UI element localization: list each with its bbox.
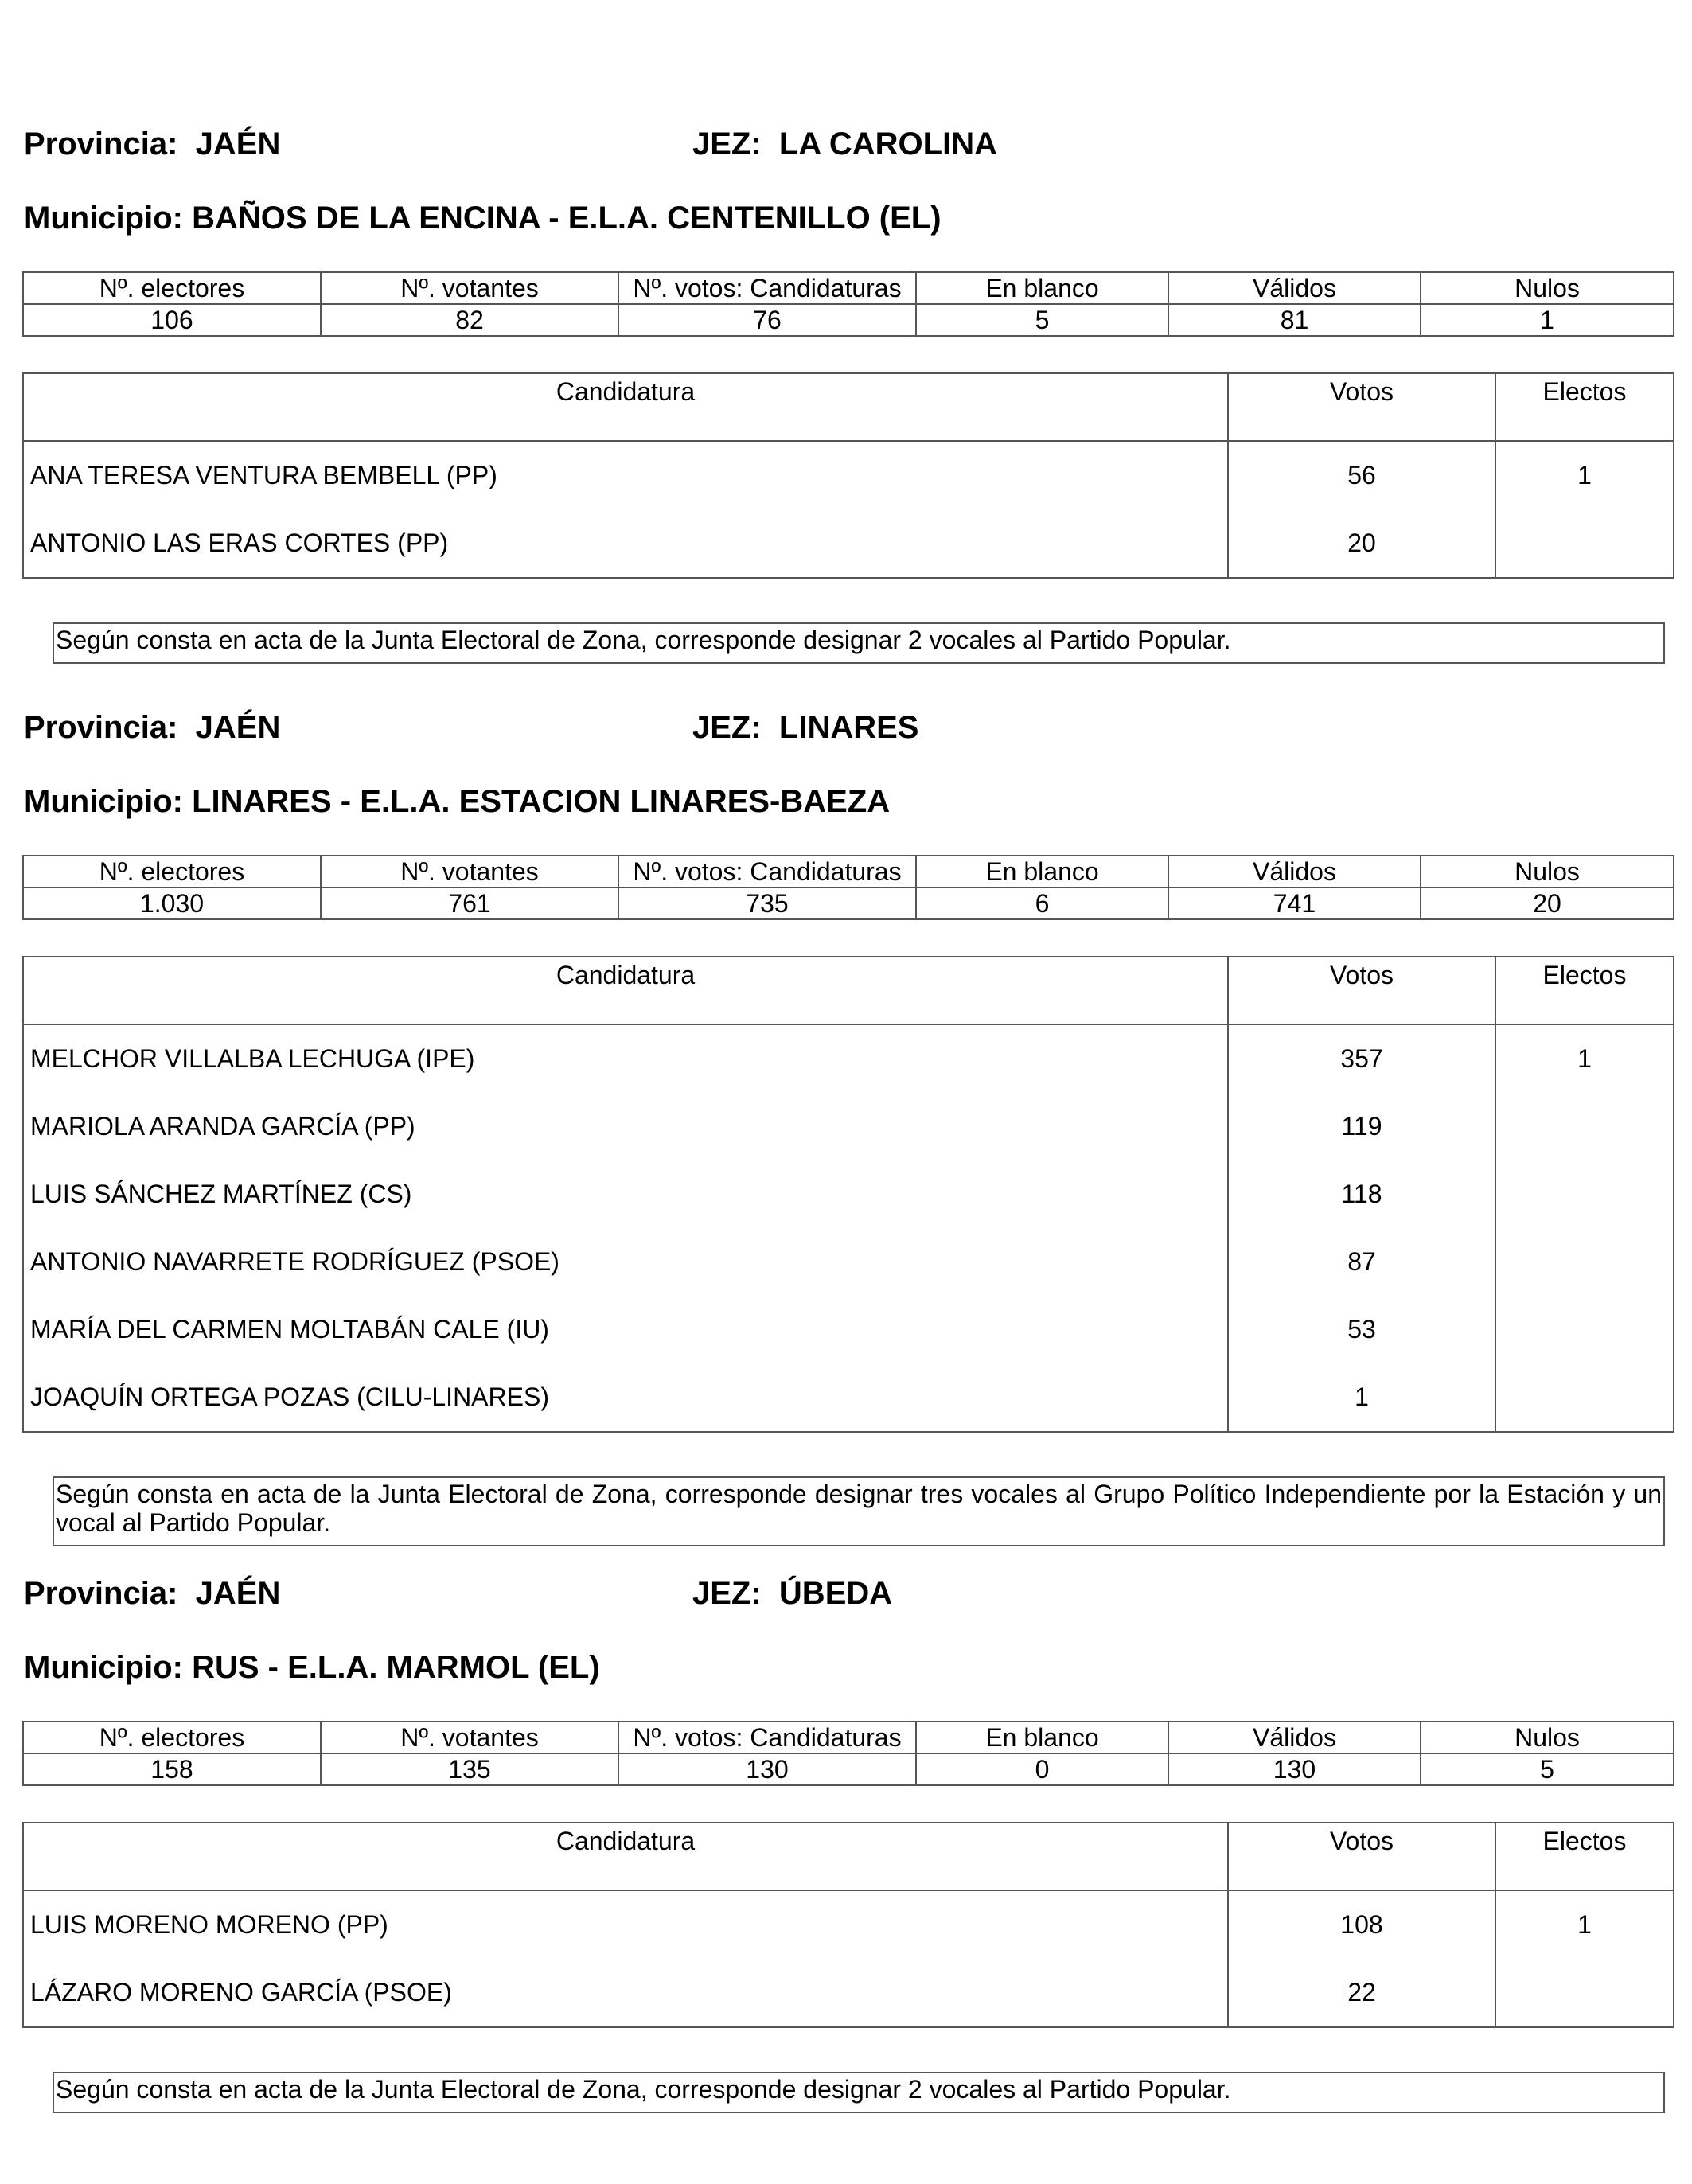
- section-header: [22, 708, 1673, 747]
- note-box: Según consta en acta de la Junta Electoral de Zona, corresponde designar 2 vocales al Partido Popular.: [53, 622, 1665, 664]
- municipio-value: RUS - E.L.A. MARMOL (EL): [192, 1650, 600, 1685]
- jez-value: LA CAROLINA: [778, 127, 997, 162]
- candidate-name: JOAQUÍN ORTEGA POZAS (CILU-LINARES): [23, 1363, 1228, 1432]
- stats-value-row: [23, 887, 1674, 919]
- electos-header: Electos: [1495, 1823, 1674, 1890]
- candidate-votes: 119: [1228, 1093, 1495, 1160]
- stats-value: 761: [321, 887, 618, 919]
- stats-header: Nº. votos: Candidaturas: [618, 856, 916, 887]
- candidate-votes: 56: [1228, 441, 1495, 509]
- candidate-row: [23, 509, 1674, 578]
- stats-table: [22, 271, 1674, 337]
- candidate-name: LUIS MORENO MORENO (PP): [23, 1890, 1228, 1959]
- stats-header: Nulos: [1421, 1722, 1674, 1753]
- candidate-row: [23, 1024, 1674, 1093]
- candidate-electos: [1495, 509, 1674, 578]
- stats-header: En blanco: [916, 272, 1168, 304]
- stats-value: 76: [618, 304, 916, 336]
- stats-value-row: [23, 1753, 1674, 1785]
- stats-header: Válidos: [1168, 272, 1421, 304]
- candidate-votes: 1: [1228, 1363, 1495, 1432]
- candidate-name: MARIOLA ARANDA GARCÍA (PP): [23, 1093, 1228, 1160]
- candidate-row: [23, 1959, 1674, 2027]
- candidate-row: [23, 1228, 1674, 1296]
- candidates-header-row: [23, 1823, 1674, 1890]
- candidate-name: ANA TERESA VENTURA BEMBELL (PP): [23, 441, 1228, 509]
- candidate-name: ANTONIO NAVARRETE RODRÍGUEZ (PSOE): [23, 1228, 1228, 1296]
- candidatura-header: Candidatura: [23, 373, 1228, 441]
- candidate-electos: [1495, 1363, 1674, 1432]
- stats-value: 135: [321, 1753, 618, 1785]
- section-header: [22, 125, 1673, 163]
- candidates-table: [22, 372, 1674, 579]
- stats-header-row: [23, 272, 1674, 304]
- candidate-row: [23, 1093, 1674, 1160]
- candidate-votes: 357: [1228, 1024, 1495, 1093]
- note-box: Según consta en acta de la Junta Electoral de Zona, corresponde designar 2 vocales al Partido Popular.: [53, 2072, 1665, 2113]
- candidates-table: [22, 956, 1674, 1433]
- candidate-electos: 1: [1495, 1890, 1674, 1959]
- municipio-line: Municipio: BAÑOS DE LA ENCINA - E.L.A. CENTENILLO (EL): [24, 201, 942, 236]
- candidate-electos: 1: [1495, 441, 1674, 509]
- stats-table: [22, 1721, 1674, 1786]
- candidate-name: MARÍA DEL CARMEN MOLTABÁN CALE (IU): [23, 1296, 1228, 1363]
- candidatura-header: Candidatura: [23, 1823, 1228, 1890]
- jez-value: LINARES: [778, 710, 919, 745]
- stats-value: 20: [1421, 887, 1674, 919]
- candidate-votes: 87: [1228, 1228, 1495, 1296]
- candidate-name: MELCHOR VILLALBA LECHUGA (IPE): [23, 1024, 1228, 1093]
- candidates-table: [22, 1822, 1674, 2028]
- candidates-header-row: [23, 957, 1674, 1024]
- candidate-electos: [1495, 1093, 1674, 1160]
- votos-header: Votos: [1228, 1823, 1495, 1890]
- candidate-electos: [1495, 1228, 1674, 1296]
- stats-value: 5: [916, 304, 1168, 336]
- stats-header: Nº. votantes: [321, 1722, 618, 1753]
- stats-header: Válidos: [1168, 1722, 1421, 1753]
- candidate-electos: [1495, 1160, 1674, 1228]
- candidate-votes: 118: [1228, 1160, 1495, 1228]
- stats-value: 158: [23, 1753, 321, 1785]
- provincia-line: Provincia: JAÉN: [24, 1576, 281, 1611]
- candidatura-header: Candidatura: [23, 957, 1228, 1024]
- candidates-header-row: [23, 373, 1674, 441]
- stats-value: 81: [1168, 304, 1421, 336]
- provincia-value: JAÉN: [195, 127, 281, 162]
- stats-value: 741: [1168, 887, 1421, 919]
- candidate-row: [23, 441, 1674, 509]
- stats-table: [22, 855, 1674, 920]
- stats-value: 0: [916, 1753, 1168, 1785]
- section-linares: [22, 708, 1673, 1546]
- section-la-carolina: [22, 125, 1673, 664]
- electos-header: Electos: [1495, 373, 1674, 441]
- stats-value: 106: [23, 304, 321, 336]
- stats-header: Nulos: [1421, 856, 1674, 887]
- jez-line: JEZ: ÚBEDA: [692, 1576, 893, 1611]
- candidate-row: [23, 1890, 1674, 1959]
- stats-value: 1: [1421, 304, 1674, 336]
- stats-header: Nº. votantes: [321, 272, 618, 304]
- stats-header: Nº. electores: [23, 856, 321, 887]
- candidate-name: LUIS SÁNCHEZ MARTÍNEZ (CS): [23, 1160, 1228, 1228]
- stats-value: 82: [321, 304, 618, 336]
- section-header: [22, 1574, 1673, 1613]
- electos-header: Electos: [1495, 957, 1674, 1024]
- votos-header: Votos: [1228, 957, 1495, 1024]
- municipio-line: Municipio: RUS - E.L.A. MARMOL (EL): [24, 1650, 600, 1685]
- candidate-votes: 22: [1228, 1959, 1495, 2027]
- stats-header: Nulos: [1421, 272, 1674, 304]
- candidate-electos: 1: [1495, 1024, 1674, 1093]
- stats-header: Válidos: [1168, 856, 1421, 887]
- provincia-line: Provincia: JAÉN: [24, 127, 281, 162]
- votos-header: Votos: [1228, 373, 1495, 441]
- stats-header: En blanco: [916, 1722, 1168, 1753]
- stats-header: Nº. votos: Candidaturas: [618, 272, 916, 304]
- candidate-votes: 108: [1228, 1890, 1495, 1959]
- section-ubeda: [22, 1574, 1673, 2113]
- candidate-electos: [1495, 1959, 1674, 2027]
- stats-value: 6: [916, 887, 1168, 919]
- stats-header-row: [23, 1722, 1674, 1753]
- stats-value: 130: [618, 1753, 916, 1785]
- stats-value: 1.030: [23, 887, 321, 919]
- candidate-row: [23, 1296, 1674, 1363]
- candidate-votes: 53: [1228, 1296, 1495, 1363]
- candidate-row: [23, 1363, 1674, 1432]
- stats-header-row: [23, 856, 1674, 887]
- provincia-value: JAÉN: [195, 1576, 281, 1611]
- stats-header: Nº. electores: [23, 1722, 321, 1753]
- jez-line: JEZ: LINARES: [692, 710, 919, 745]
- stats-header: Nº. electores: [23, 272, 321, 304]
- provincia-value: JAÉN: [195, 710, 281, 745]
- stats-value: 735: [618, 887, 916, 919]
- candidate-electos: [1495, 1296, 1674, 1363]
- jez-value: ÚBEDA: [778, 1576, 893, 1611]
- provincia-line: Provincia: JAÉN: [24, 710, 281, 745]
- jez-line: JEZ: LA CAROLINA: [692, 127, 997, 162]
- municipio-line: Municipio: LINARES - E.L.A. ESTACION LINARES-BAEZA: [24, 784, 891, 819]
- candidate-name: ANTONIO LAS ERAS CORTES (PP): [23, 509, 1228, 578]
- municipio-value: BAÑOS DE LA ENCINA - E.L.A. CENTENILLO (EL): [192, 201, 942, 236]
- candidate-name: LÁZARO MORENO GARCÍA (PSOE): [23, 1959, 1228, 2027]
- stats-header: Nº. votantes: [321, 856, 618, 887]
- municipio-value: LINARES - E.L.A. ESTACION LINARES-BAEZA: [192, 784, 891, 819]
- candidate-row: [23, 1160, 1674, 1228]
- candidate-votes: 20: [1228, 509, 1495, 578]
- note-box: Según consta en acta de la Junta Electoral de Zona, corresponde designar tres vocales al Grupo Político Independiente por la Estación y un vocal al Partido Popular.: [53, 1476, 1665, 1546]
- stats-header: En blanco: [916, 856, 1168, 887]
- stats-value: 5: [1421, 1753, 1674, 1785]
- stats-header: Nº. votos: Candidaturas: [618, 1722, 916, 1753]
- stats-value: 130: [1168, 1753, 1421, 1785]
- stats-value-row: [23, 304, 1674, 336]
